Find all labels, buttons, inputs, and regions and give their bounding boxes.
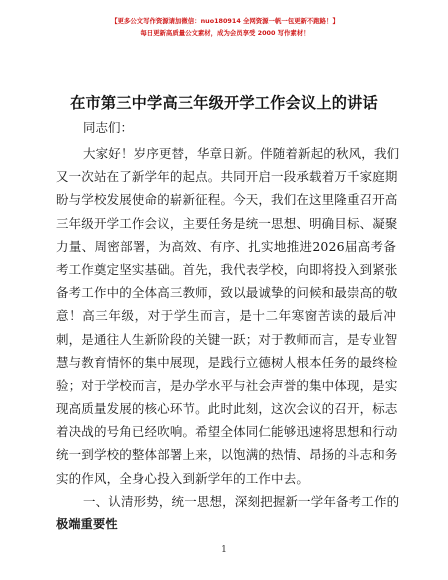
paragraph-line: 验；对于学校而言，是办学水平与社会声誉的集中体现，是实 — [56, 377, 398, 393]
paragraph-line: 备考工作中的全体高三教师，致以最诚挚的问候和最崇高的敬 — [56, 285, 398, 301]
section-heading-line: 极端重要性 — [56, 517, 118, 531]
paragraph-line: 考工作奠定坚实基础。首先，我代表学校，向即将投入到紧张 — [56, 261, 398, 277]
paragraph-line: 实的作风，全身心投入到新学年的工作中去。 — [56, 470, 310, 486]
paragraph-line: 现高质量发展的核心环节。此时此刻，这次会议的召开，标志 — [56, 401, 398, 417]
paragraph-line: 力量、周密部署，为高效、有序、扎实地推进2026届高考备 — [56, 238, 396, 254]
salutation: 同志们： — [83, 120, 134, 135]
promo-banner-line-2: 每日更新高质量公文素材，成为会员享受 2000 写作素材！ — [140, 29, 310, 37]
promo-banner-line-1: 【更多公文写作资源请加微信：nuo180914 全网资源一帆一包更新不跑路！】 — [111, 17, 339, 25]
paragraph-line: 着决战的号角已经吹响。希望全体同仁能够迅速将思想和行动 — [56, 424, 398, 440]
paragraph-line: 刺，是通往人生新阶段的关键一跃；对于教师而言，是专业智 — [56, 331, 398, 347]
paragraph-line: 盼与学校发展使命的崭新征程。今天，我们在这里隆重召开高 — [56, 192, 398, 208]
paragraph-line: 慧与教育情怀的集中展现，是践行立德树人根本任务的最终检 — [56, 354, 398, 370]
page-number: 1 — [221, 545, 227, 555]
paragraph-line: 统一到学校的整体部署上来，以饱满的热情、昂扬的斗志和务 — [56, 447, 398, 463]
document-title: 在市第三中学高三年级开学工作会议上的讲话 — [70, 94, 378, 112]
section-heading-line: 一、认清形势，统一思想，深刻把握新一学年备考工作的 — [83, 493, 400, 509]
paragraph-line: 三年级开学工作会议，主要任务是统一思想、明确目标、凝聚 — [56, 215, 398, 231]
paragraph-line: 意！高三年级，对于学生而言，是十二年寒窗苦读的最后冲 — [56, 308, 396, 324]
paragraph-line: 大家好！岁序更替，华章日新。伴随着新起的秋风，我们 — [83, 146, 400, 161]
document-body — [56, 142, 400, 536]
paragraph-line: 又一次站在了新学年的起点。共同开启一段承载着万千家庭期 — [56, 169, 398, 185]
